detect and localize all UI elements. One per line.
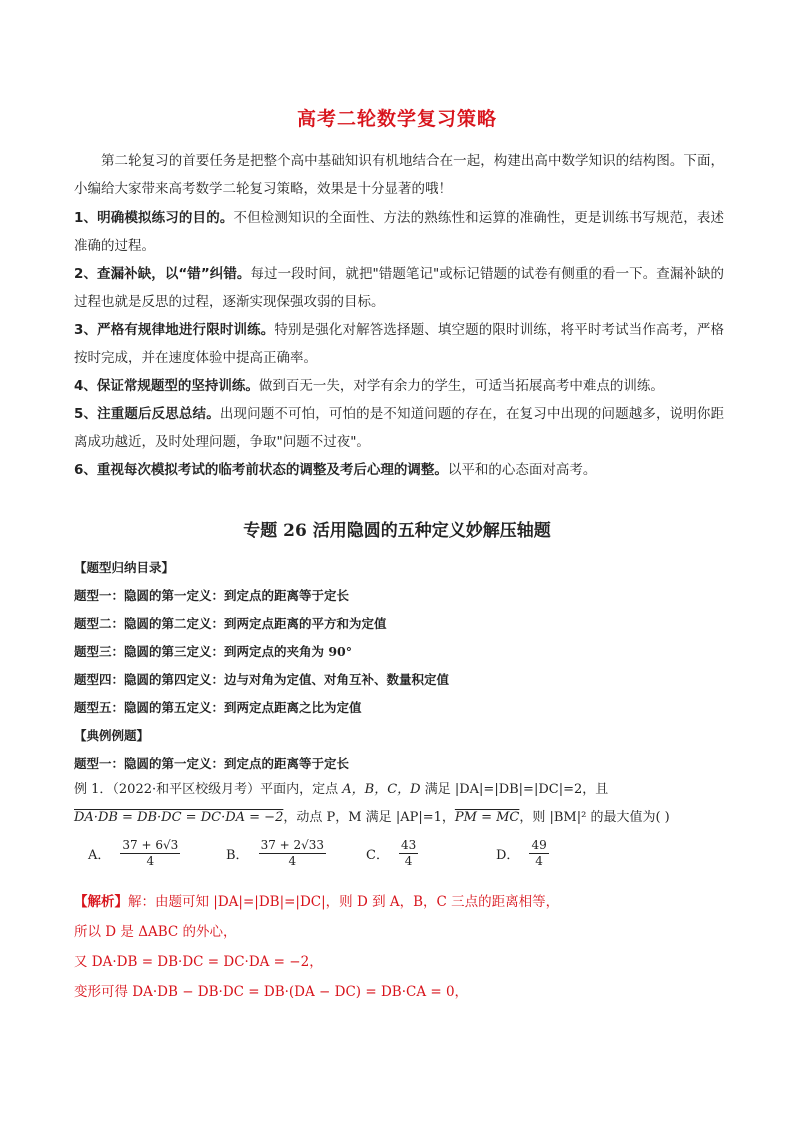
strategy-head: 5、注重题后反思总结。	[74, 406, 220, 422]
option-b[interactable]	[226, 838, 330, 869]
strategy-body: 出现问题不可怕，可怕的是不知道问题的存在，在复习中出现的问题越多，说明你距离成功越近，及时处理问题，争取"问题不过夜"。	[74, 406, 724, 450]
fraction-numerator: 43	[400, 838, 417, 852]
strategy-head: 1、明确模拟练习的目的。	[74, 210, 234, 226]
option-a[interactable]	[88, 838, 184, 869]
fraction-denominator: 4	[404, 854, 413, 868]
option-label: B．	[226, 848, 249, 863]
strategy-head: 2、查漏补缺，以“错”纠错。	[74, 266, 251, 282]
fraction-numerator: 49	[531, 838, 547, 852]
strategy-item	[74, 456, 724, 484]
strategy-body: 每过一段时间，就把"错题笔记"或标记错题的试卷有侧重的看一下。查漏补缺的过程也就是反思的过程，逐渐实现保强攻弱的目标。	[74, 266, 725, 310]
strategy-body: 以平和的心态面对高考。	[447, 462, 597, 478]
fraction-denominator: 4	[535, 854, 543, 868]
strategy-item	[74, 372, 724, 400]
catalog-item: 题型一：隐圆的第一定义：到定点的距离等于定长	[74, 588, 350, 603]
strategy-item	[74, 400, 724, 456]
solution-line-2: 所以 D 是 ΔABC 的外心，	[74, 924, 237, 940]
subject-title: 专题 26 活用隐圆的五种定义妙解压轴题	[243, 521, 551, 541]
strategy-item	[74, 204, 724, 260]
strategy-body: 特别是强化对解答选择题、填空题的限时训练，将平时考试当作高考，严格按时完成，并在速度体验中提高正确率。	[74, 322, 724, 366]
solution-tag: 【解析】	[74, 894, 128, 910]
fraction-denominator: 4	[146, 854, 155, 868]
example-moving-points: ，动点 P，M 满足 |AP|=1，	[283, 810, 455, 825]
catalog-item: 题型四：隐圆的第四定义：边与对角为定值、对角互补、数量积定值	[74, 672, 450, 687]
example-question: ，则 |BM|² 的最大值为( )	[519, 810, 670, 825]
examples-header: 【典例例题】	[74, 728, 150, 743]
strategy-item	[74, 316, 724, 372]
solution-text: 解：由题可知 |DA|=|DB|=|DC|，则 D 到 A，B，C 三点的距离相等，	[128, 894, 560, 910]
option-fraction	[399, 838, 418, 869]
example-prefix: 例 1．（2022·和平区校级月考）平面内，定点	[74, 782, 339, 797]
strategy-item	[74, 260, 724, 316]
option-label: A．	[88, 848, 111, 863]
example-condition: 满足 |DA|=|DB|=|DC|=2，且	[424, 782, 609, 797]
option-fraction	[259, 838, 327, 869]
strategy-body: 做到百无一失，对学有余力的学生，可适当拓展高考中难点的训练。	[258, 378, 664, 394]
strategy-head: 6、重视每次模拟考试的临考前状态的调整及考后心理的调整。	[74, 462, 448, 478]
strategy-head: 4、保证常规题型的坚持训练。	[74, 378, 259, 394]
catalog-item: 题型二：隐圆的第二定义：到两定点距离的平方和为定值	[74, 616, 387, 631]
fraction-numerator: 37 + 2√33	[260, 838, 325, 852]
fraction-numerator: 37 + 6√3	[122, 838, 179, 852]
solution-line-4: 变形可得 DA·DB − DB·DC = DB·(DA − DC) = DB·CA = 0，	[74, 984, 469, 1000]
option-label: D．	[496, 848, 520, 863]
solution-line-3: 又 DA·DB = DB·DC = DC·DA = −2，	[74, 954, 323, 970]
type1-heading: 题型一：隐圆的第一定义：到定点的距离等于定长	[74, 756, 350, 771]
intro-paragraph: 第二轮复习的首要任务是把整个高中基础知识有机地结合在一起，构建出高中数学知识的结构图。下面，小编给大家带来高考数学二轮复习策略，效果是十分显著的哦！	[74, 153, 724, 197]
strategy-head: 3、严格有规律地进行限时训练。	[74, 322, 275, 338]
fraction-denominator: 4	[288, 854, 297, 868]
option-d[interactable]	[496, 838, 553, 869]
solution-line-1	[74, 890, 559, 910]
strategy-body: 不但检测知识的全面性、方法的熟练性和运算的准确性，更是训练书写规范，表述准确的过程。	[74, 210, 724, 254]
catalog-item: 题型五：隐圆的第五定义：到两定点距离之比为定值	[74, 700, 362, 715]
example-line-1	[74, 778, 724, 797]
option-fraction	[120, 838, 180, 869]
option-fraction	[529, 838, 548, 869]
option-c[interactable]	[366, 838, 422, 869]
catalog-header: 【题型归纳目录】	[74, 560, 175, 575]
option-label: C．	[366, 848, 389, 863]
catalog-item: 题型三：隐圆的第三定义：到两定点的夹角为 90°	[74, 644, 352, 659]
vector-equation: PM = MC	[454, 810, 520, 825]
page-title: 高考二轮数学复习策略	[296, 108, 497, 130]
example-points: A，B，C，D	[342, 782, 421, 797]
dot-product-expression: DA·DB = DB·DC = DC·DA = −2	[74, 810, 284, 825]
example-line-2	[74, 806, 724, 825]
